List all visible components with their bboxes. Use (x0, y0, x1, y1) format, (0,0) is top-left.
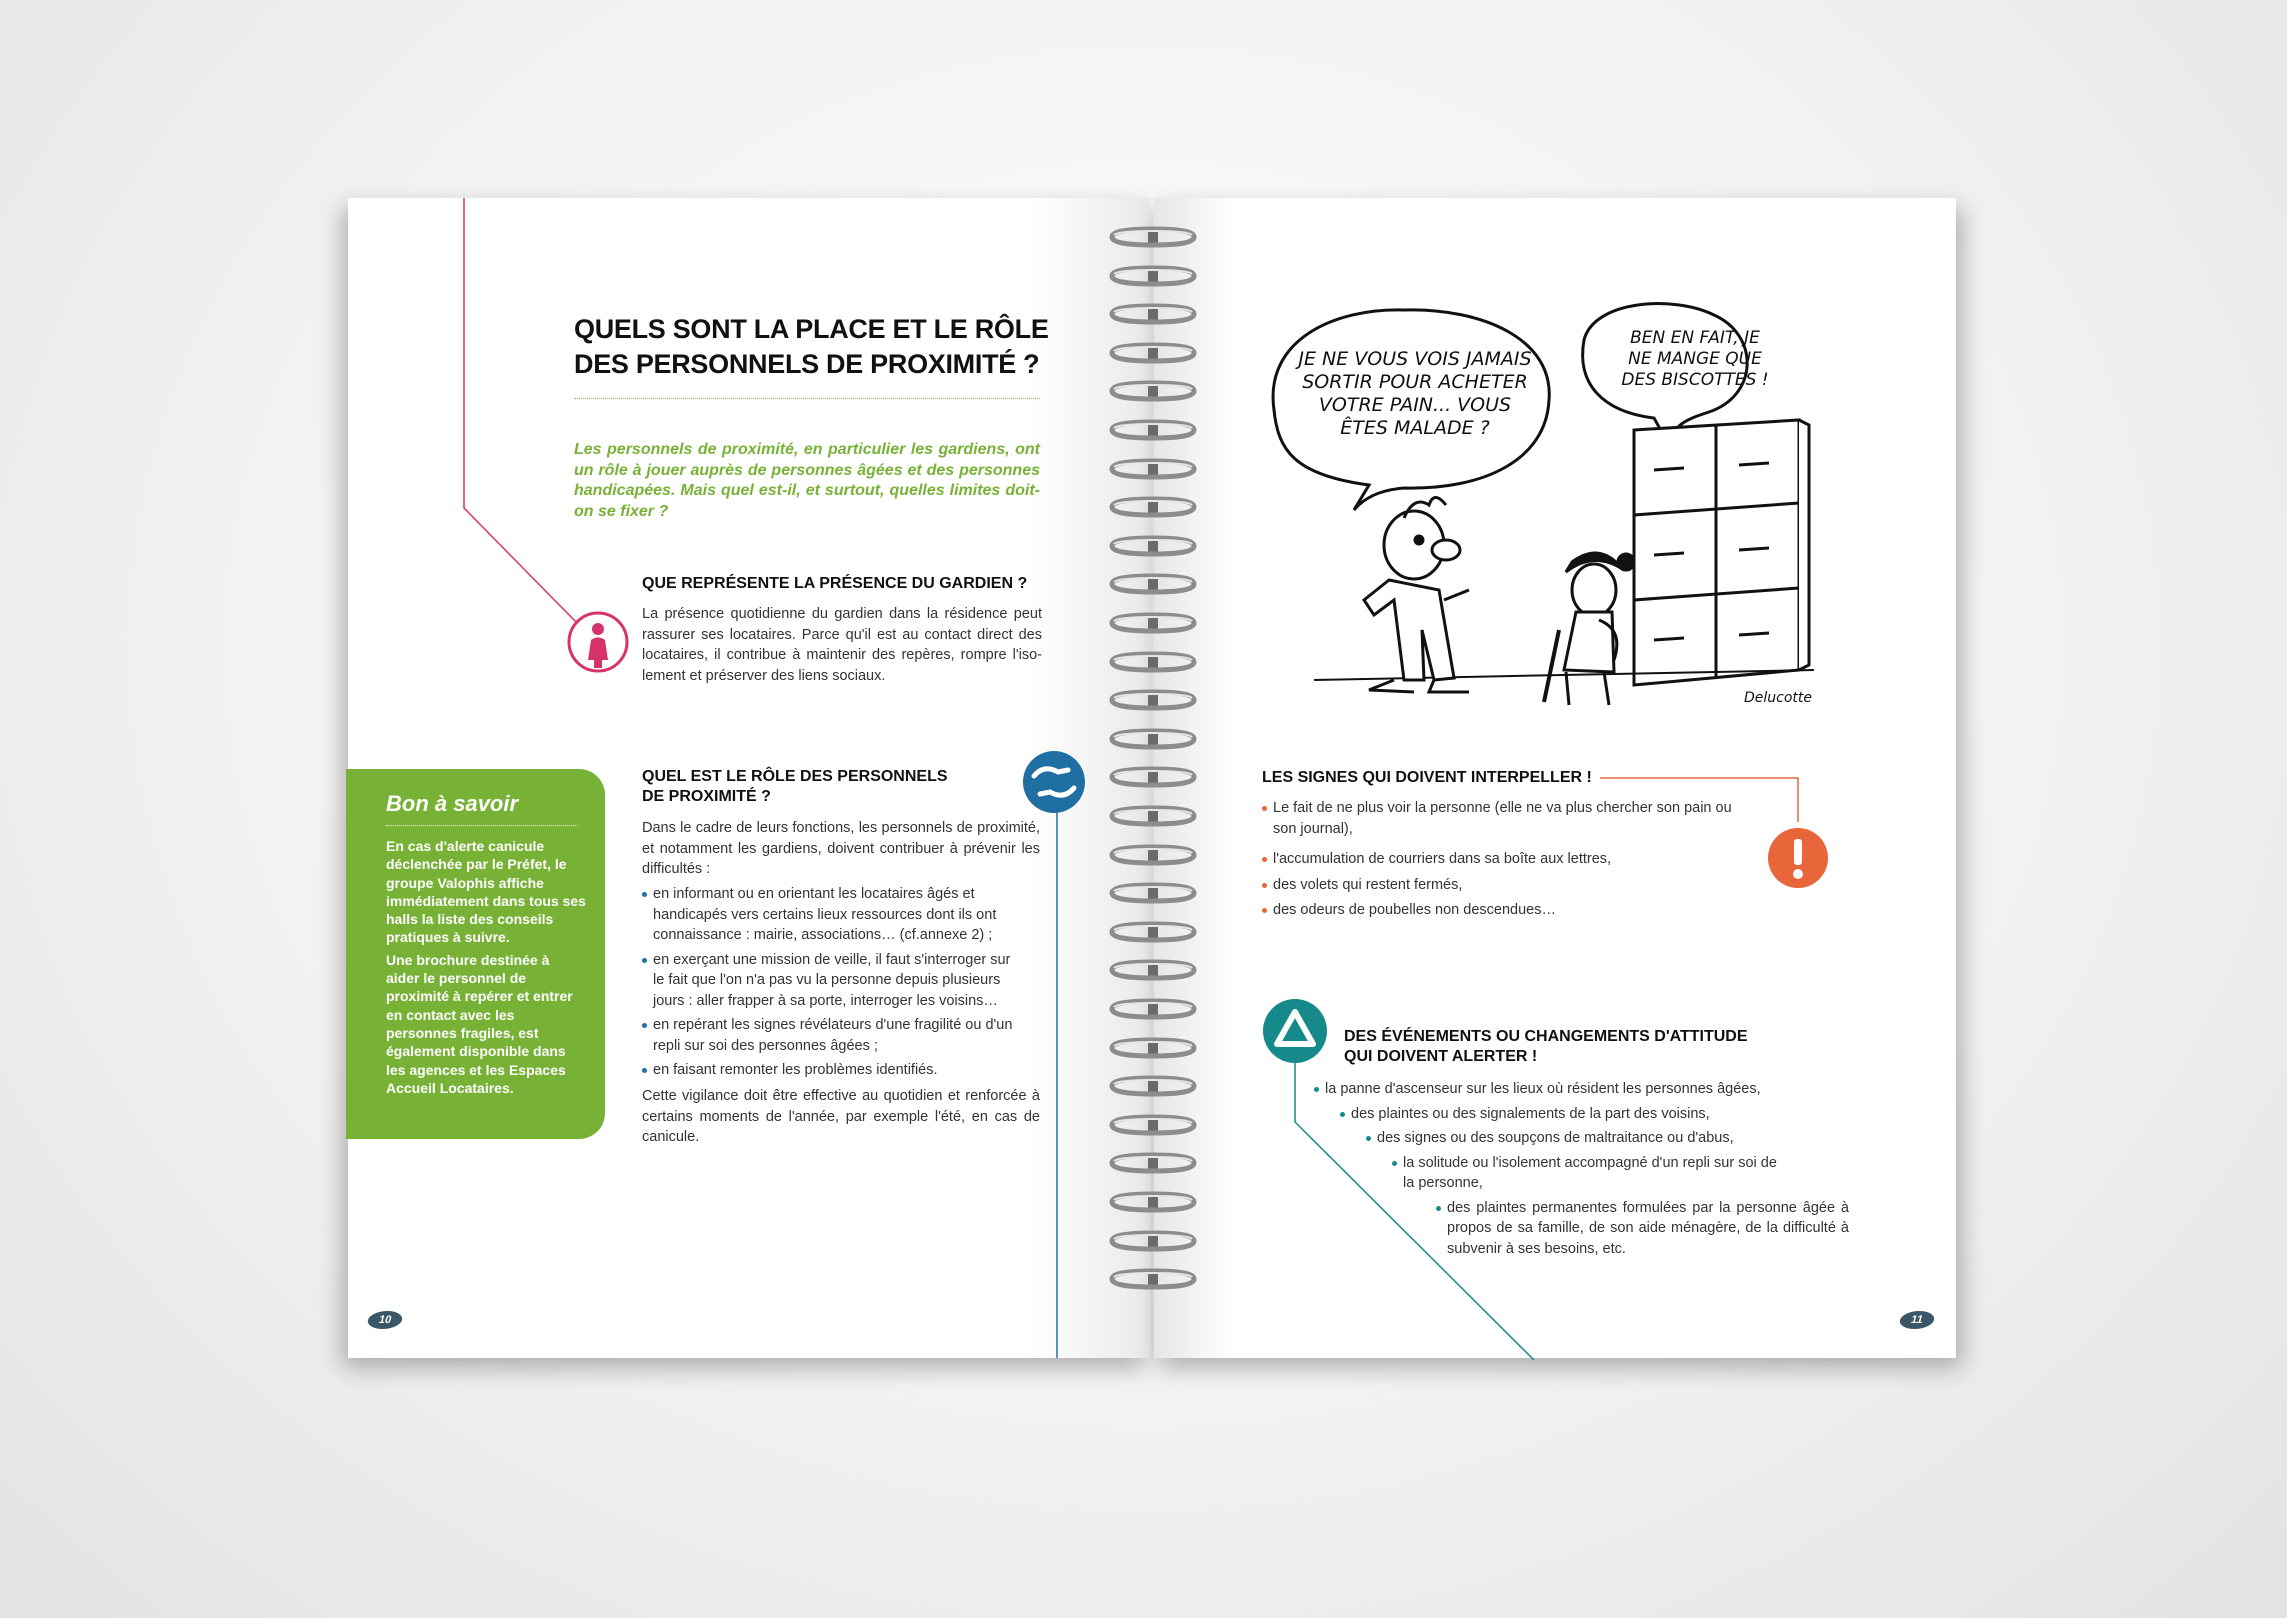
spiral-binding-icon (1108, 1191, 1198, 1213)
spiral-binding-icon (1108, 535, 1198, 557)
spiral-binding-icon (1108, 1075, 1198, 1097)
spiral-binding-icon (1108, 882, 1198, 904)
cartoon-old-lady (1544, 553, 1634, 705)
spiral-binding-icon (1108, 458, 1198, 480)
page-title: QUELS SONT LA PLACE ET LE RÔLE DES PERSONNELS DE PROXIMITÉ ? (574, 314, 1049, 379)
signs-bullet-list (1262, 798, 1742, 925)
handshake-icon (1022, 750, 1086, 814)
spiral-binding-icon (1108, 728, 1198, 750)
page-number-right: 11 (1898, 1311, 1937, 1329)
mailbox-cabinet (1634, 420, 1809, 685)
section2-bullet-list (642, 884, 1014, 1085)
spiral-binding-icon (1108, 689, 1198, 711)
spiral-binding-icon (1108, 342, 1198, 364)
list-item: des odeurs de poubelles non descendues… (1262, 900, 1742, 921)
list-item: la solitude ou l'isolement accompagné d'un repli sur soi de la personne, (1392, 1153, 1791, 1194)
list-item: Le fait de ne plus voir la personne (elle ne va plus chercher son pain ou son journal), (1262, 798, 1742, 839)
spiral-binding-icon (1108, 573, 1198, 595)
spiral-binding-icon (1108, 226, 1198, 248)
spiral-binding-icon (1108, 805, 1198, 827)
exclamation-icon (1767, 827, 1829, 889)
list-item: la panne d'ascenseur sur les lieux où résident les personnes âgées, (1314, 1079, 1805, 1100)
spiral-binding-icon (1108, 612, 1198, 634)
speech-bubble-left-text: JE NE VOUS VOIS JAMAIS SORTIR POUR ACHETER VOTRE PAIN... VOUS ÊTES MALADE ? (1298, 348, 1532, 439)
list-item: en faisant remonter les problèmes identifiés. (642, 1060, 1014, 1081)
spiral-binding-icon (1108, 921, 1198, 943)
spiral-binding-icon (1108, 1268, 1198, 1290)
spiral-binding-icon (1108, 1230, 1198, 1252)
spiral-binding-icon (1108, 998, 1198, 1020)
bon-a-savoir-divider (386, 825, 578, 826)
spiral-binding-icon (1108, 766, 1198, 788)
spiral-binding-icon (1108, 651, 1198, 673)
bon-a-savoir-box (346, 769, 605, 1139)
spiral-binding-icon (1108, 1037, 1198, 1059)
spiral-binding-icon (1108, 419, 1198, 441)
speech-bubble-right-text: BEN EN FAIT, JE NE MANGE QUE DES BISCOTTES ! (1621, 328, 1769, 390)
spiral-binding-icon (1108, 959, 1198, 981)
section1-heading: QUE REPRÉSENTE LA PRÉSENCE DU GARDIEN ? (642, 575, 1028, 592)
page-number-left: 10 (366, 1311, 405, 1329)
events-heading: DES ÉVÉNEMENTS OU CHANGEMENTS D'ATTITUDE QUI DOIVENT ALERTER ! (1344, 1028, 1748, 1065)
cartoon-man (1364, 498, 1469, 693)
intro-text: Les personnels de proximité, en particulier les gardiens, ont un rôle à jouer auprès de personnes âgées et des personnes handicapées. Mais quel est-il, et surtout, quelles limites doit-on se fixer ? (574, 441, 1040, 520)
spiral-binding-icon (1108, 844, 1198, 866)
section2-outro: Cette vigilance doit être effective au quotidien et renforcée à certains moments de l'année, par exemple l'été, en cas de canicule. (642, 1088, 1040, 1145)
list-item: des signes ou des soupçons de maltraitance ou d'abus, (1366, 1128, 1797, 1149)
spiral-binding-icon (1108, 496, 1198, 518)
signs-heading: LES SIGNES QUI DOIVENT INTERPELLER ! (1262, 769, 1592, 786)
list-item: des plaintes permanentes formulées par la personne âgée à propos de sa famille, de son aide ménagère, de la difficulté à subvenir à ses besoins, etc. (1436, 1198, 1849, 1260)
spiral-binding-icon (1108, 380, 1198, 402)
section2-intro: Dans le cadre de leurs fonctions, les personnels de proximité, et notamment les gardiens, doivent contribuer à prévenir les difficultés : (642, 820, 1040, 877)
list-item: en repérant les signes révélateurs d'une fragilité ou d'un repli sur soi des personnes âgées ; (642, 1015, 1014, 1056)
bon-a-savoir-para1: En cas d'alerte canicule déclenchée par le Préfet, le groupe Valophis affiche immédiatement dans tous ses halls la liste des conseils pratiques à suivre. (386, 838, 586, 946)
spiral-binding-icon (1108, 303, 1198, 325)
section2-heading: QUEL EST LE RÔLE DES PERSONNELS DE PROXIMITÉ ? (642, 768, 948, 805)
person-icon (566, 610, 630, 674)
warning-triangle-icon (1262, 998, 1328, 1064)
spiral-binding-icon (1108, 1114, 1198, 1136)
events-bullet-list (1314, 1079, 1854, 1263)
cartoon-signature: Delucotte (1744, 690, 1813, 706)
title-divider (574, 398, 1040, 399)
spiral-binding-icon (1108, 1152, 1198, 1174)
section1-text: La présence quotidienne du gardien dans la résidence peut rassurer ses locataires. Parce qu'il est au contact direct des locataires, il contribue à maintenir des repères, rompre l'iso-lement et préserver des liens sociaux. (642, 606, 1042, 684)
spiral-binding-icon (1108, 265, 1198, 287)
bon-a-savoir-title: Bon à savoir (386, 791, 519, 816)
list-item: en exerçant une mission de veille, il faut s'interroger sur le fait que l'on n'a pas vu la personne depuis plusieurs jours : aller frapper à sa porte, interroger les voisins… (642, 950, 1014, 1012)
list-item: des plaintes ou des signalements de la part des voisins, (1340, 1104, 1791, 1125)
bon-a-savoir-text (386, 837, 586, 1097)
list-item: en informant ou en orientant les locataires âgés et handicapés vers certains lieux ressources dont ils ont connaissance : mairie, associations… (cf.annexe 2) ; (642, 884, 1014, 946)
list-item: des volets qui restent fermés, (1262, 875, 1742, 896)
bon-a-savoir-para2: Une brochure destinée à aider le personnel de proximité à repérer et entrer en contact avec les personnes fragiles, est également disponible dans les agences et les Espaces Accueil Locataires. (386, 951, 573, 1096)
list-item: l'accumulation de courriers dans sa boîte aux lettres, (1262, 849, 1742, 870)
